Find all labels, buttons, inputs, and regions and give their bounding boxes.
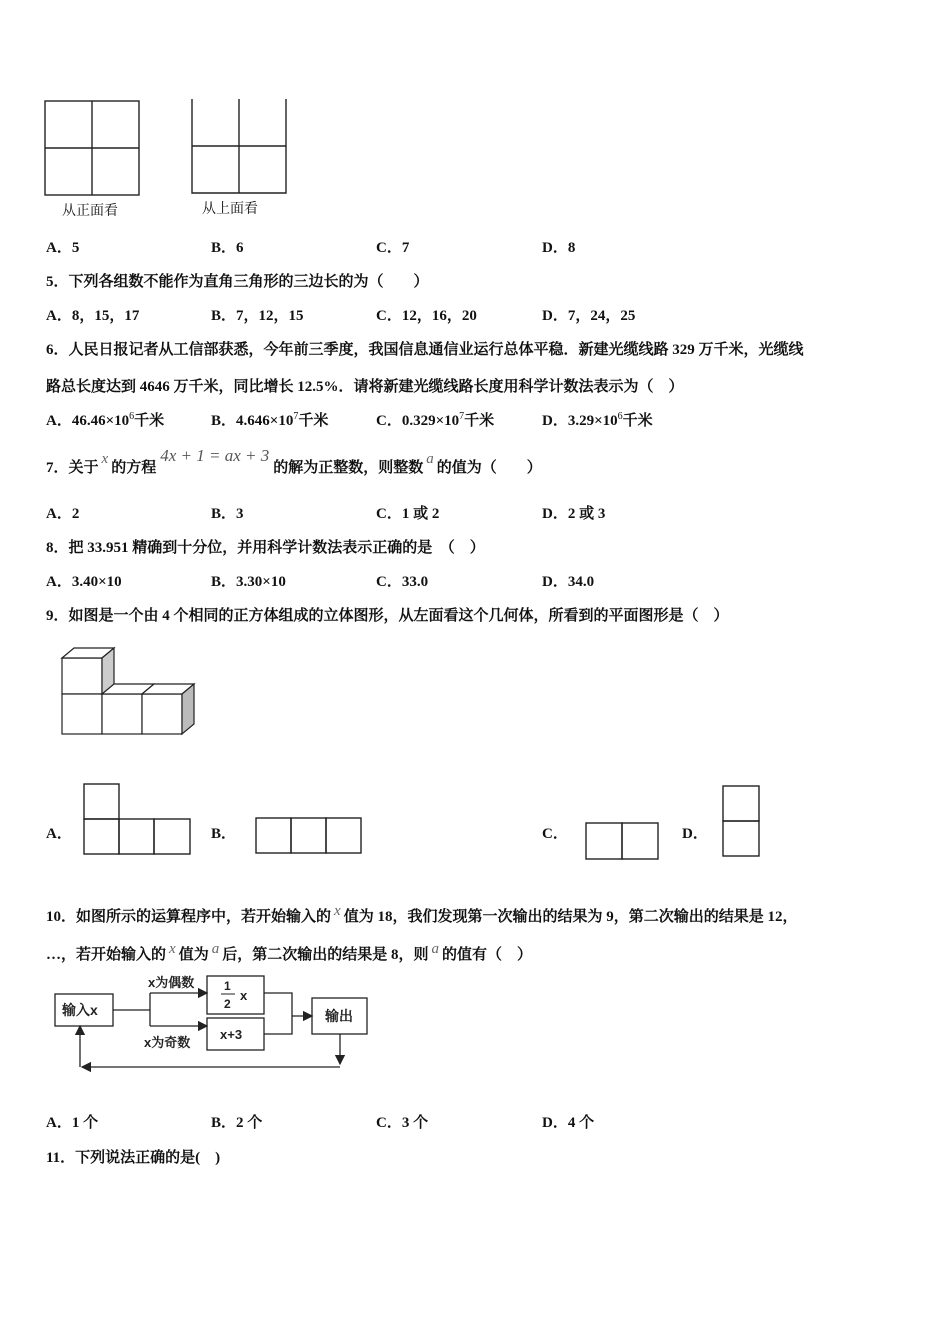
- q9-option-d-figure: [721, 784, 763, 860]
- q9-cube-figure: [58, 644, 208, 740]
- q6-option-c: C．$0.329\times 10^7$千米: [376, 411, 495, 429]
- q9-option-b-letter: B．: [211, 826, 237, 842]
- q8-question: 8．把 33.951 精确到十分位，并用科学计数法表示正确的是 （ ）: [46, 540, 485, 556]
- q9-option-c-figure: [584, 820, 660, 862]
- q8-option-c: C．33.0: [376, 574, 429, 590]
- top-view-caption: 从上面看: [202, 200, 258, 216]
- q5-option-c: C．12，16，20: [376, 308, 477, 324]
- q10-option-a: A．1 个: [46, 1115, 99, 1131]
- q6-option-b: B．$4.646\times 10^7$千米: [211, 411, 329, 429]
- q5-option-d: D．7，24，25: [542, 308, 636, 324]
- q7-option-c: C．1 或 2: [376, 506, 440, 522]
- three-view-figures: [40, 96, 300, 196]
- q5-option-a: A．8，15，17: [46, 308, 140, 324]
- q7-equation: 4x + 1 = ax + 3: [160, 446, 270, 465]
- q10-question-line2: …，若开始输入的 x 值为 a 后，第二次输出的结果是 8，则 a 的值有（ ）: [46, 941, 532, 963]
- q5-question: 5．下列各组数不能作为直角三角形的三边长的为（ ）: [46, 274, 429, 290]
- flow-input-label: 输入x: [62, 1002, 98, 1018]
- q9-option-c-letter: C．: [542, 826, 568, 842]
- q7-var-a: a: [426, 451, 434, 467]
- q11-question: 11．下列说法正确的是( ): [46, 1150, 221, 1166]
- q4-option-c: C．7: [376, 240, 410, 256]
- q9-question: 9．如图是一个由 4 个相同的正方体组成的立体图形，从左面看这个几何体，所看到的平面图形是（ ）: [46, 608, 729, 624]
- flow-half-box: [207, 976, 264, 1014]
- q6-question-line1: 6．人民日报记者从工信部获悉，今年前三季度，我国信息通信业运行总体平稳．新建光缆线路 329 万千米，光缆线: [46, 342, 804, 358]
- q6-question-line2: 路总长度达到 4646 万千米，同比增长 12.5%．请将新建光缆线路长度用科学计数法表示为（ ）: [46, 379, 684, 395]
- q10-option-d: D．4 个: [542, 1115, 595, 1131]
- q4-option-d: D．8: [542, 240, 576, 256]
- q9-option-a-figure: [82, 782, 194, 858]
- flow-odd-label: x为奇数: [144, 1035, 191, 1050]
- flow-half-num: 1: [224, 979, 231, 993]
- q7-option-d: D．2 或 3: [542, 506, 606, 522]
- q9-option-b-figure: [254, 815, 366, 857]
- q10-option-c: C．3 个: [376, 1115, 429, 1131]
- flow-half-den: 2: [224, 997, 231, 1011]
- q7-option-b: B．3: [211, 506, 244, 522]
- q8-option-b: B．3.30×10: [211, 574, 286, 590]
- flow-even-label: x为偶数: [148, 975, 195, 990]
- q7-question: 7．关于x的方程4x + 1 = ax + 3的解为正整数，则整数a的值为（ ）: [46, 446, 542, 476]
- q8-option-d: D．34.0: [542, 574, 595, 590]
- q10-question-line1: 10．如图所示的运算程序中，若开始输入的 x 值为 18，我们发现第一次输出的结果为 9，第二次输出的结果是 12，: [46, 903, 798, 925]
- q5-option-b: B．7，12，15: [211, 308, 304, 324]
- q9-option-d-letter: D．: [682, 826, 708, 842]
- flow-output-label: 输出: [325, 1008, 353, 1024]
- q4-option-b: B．6: [211, 240, 244, 256]
- front-view-caption: 从正面看: [62, 202, 118, 218]
- q7-option-a: A．2: [46, 506, 80, 522]
- flow-half-var: x: [240, 988, 248, 1003]
- q10-flowchart: [50, 970, 380, 1080]
- q6-option-d: D．$3.29\times 10^6$千米: [542, 411, 653, 429]
- q7-var-x: x: [101, 451, 109, 467]
- q10-option-b: B．2 个: [211, 1115, 263, 1131]
- q4-option-a: A．5: [46, 240, 80, 256]
- q8-option-a: A．3.40×10: [46, 574, 122, 590]
- q6-option-a: A．$46.46\times 10^6$千米: [46, 411, 165, 429]
- q9-option-a-letter: A．: [46, 826, 72, 842]
- flow-plus3-label: x+3: [220, 1027, 243, 1042]
